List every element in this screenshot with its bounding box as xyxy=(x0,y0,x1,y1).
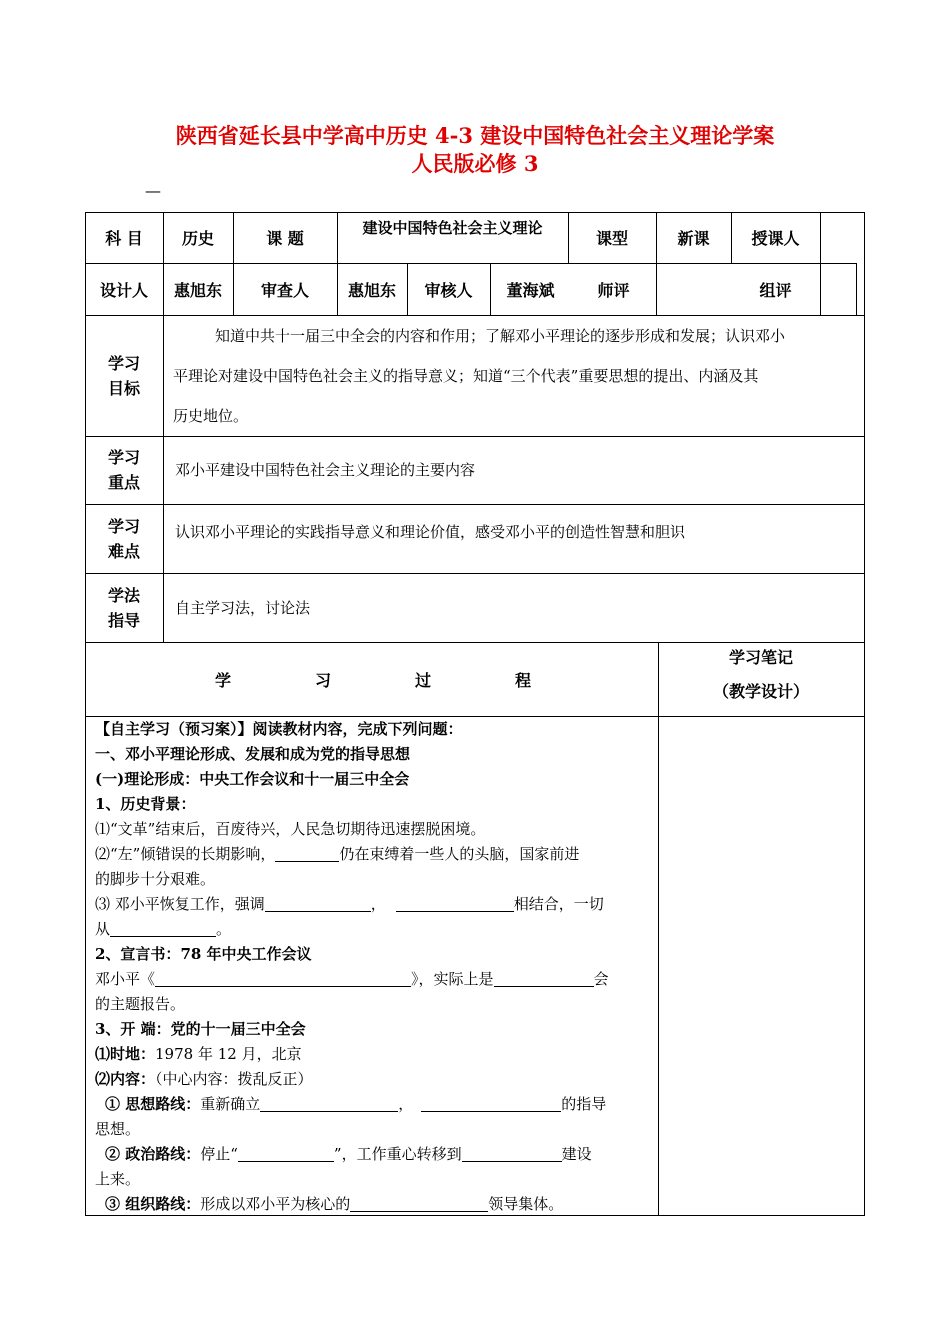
background-item-1: ⑴“文革”结束后，百废待兴，人民急切期待迅速摆脱困境。 xyxy=(95,820,486,838)
process-content xyxy=(95,717,651,1217)
difficulty-text: 认识邓小平理论的实践指导意义和理论价值，感受邓小平的创造性智慧和胆识 xyxy=(175,523,686,541)
col-divider xyxy=(163,315,164,642)
self-study-intro: 【自主学习（预习案）】阅读教材内容，完成下列问题： xyxy=(95,720,463,738)
section-1-heading: 一、邓小平理论形成、发展和成为党的指导思想 xyxy=(95,745,411,763)
document-title-line2: 人民版必修 3 xyxy=(411,151,539,176)
difficulty-label-line2: 难点 xyxy=(107,541,140,561)
row-divider xyxy=(85,504,865,505)
row-divider xyxy=(85,436,865,437)
focus-label xyxy=(85,436,163,504)
difficulty-label-line1: 学习 xyxy=(107,516,140,536)
teacher-label: 授课人 xyxy=(751,229,800,248)
organizational-line: ③ 组织路线：形成以邓小平为核心的 领导集体。 xyxy=(105,1195,564,1213)
notes-header xyxy=(658,644,864,706)
notes-header-line1: 学习笔记 xyxy=(728,648,793,667)
document-title-line1: 陕西省延长县中学高中历史 4-3 建设中国特色社会主义理论学案 xyxy=(175,123,775,148)
col-divider xyxy=(856,263,857,315)
designer-label: 设计人 xyxy=(99,280,148,300)
political-line: ② 政治路线：停止“ ”，工作重心转移到 建设 xyxy=(105,1145,592,1163)
designer-value: 惠旭东 xyxy=(173,280,222,300)
col-divider xyxy=(658,642,659,1216)
focus-text: 邓小平建设中国特色社会主义理论的主要内容 xyxy=(175,461,476,479)
process-header-char3: 过 xyxy=(414,670,431,690)
process-header-char1: 学 xyxy=(214,670,231,690)
lesson-plan-table xyxy=(85,212,865,1216)
subject-label: 科 目 xyxy=(105,229,143,248)
goals-text-line3: 历史地位。 xyxy=(173,407,249,425)
method-label-line2: 指导 xyxy=(107,610,140,630)
difficulty-label xyxy=(85,504,163,573)
focus-label-line2: 重点 xyxy=(107,473,140,492)
ideological-line-cont: 思想。 xyxy=(95,1120,141,1138)
checker-value: 董海斌 xyxy=(506,280,555,300)
title-dash: — xyxy=(145,181,161,200)
goals-text-line1: 知道中共十一届三中全会的内容和作用；了解邓小平理论的逐步形成和发展；认识邓小 xyxy=(215,327,786,345)
blank-input[interactable] xyxy=(275,845,339,862)
col-divider xyxy=(820,263,821,315)
process-header-char2: 习 xyxy=(314,670,331,690)
method-label xyxy=(85,573,163,642)
third-plenum-heading: 3、开 端：党的十一届三中全会 xyxy=(95,1020,306,1038)
blank-input[interactable] xyxy=(110,920,216,937)
blank-input[interactable] xyxy=(396,895,514,912)
goals-label xyxy=(85,315,163,436)
goals-label-line2: 目标 xyxy=(107,378,140,398)
topic-label: 课 题 xyxy=(266,229,304,248)
checker-label: 审核人 xyxy=(424,280,473,300)
background-item-2: ⑵“左”倾错误的长期影响， 仍在束缚着一些人的头脑，国家前进 xyxy=(95,845,580,863)
manifesto-line-cont: 的主题报告。 xyxy=(95,995,186,1013)
col-divider xyxy=(820,212,821,263)
teacher-comment-label: 师评 xyxy=(597,280,630,300)
table-border-right xyxy=(864,212,865,1216)
manifesto-heading: 2、宣言书：78 年中央工作会议 xyxy=(95,945,312,963)
goals-text-line2: 平理论对建设中国特色社会主义的指导意义；知道“三个代表”重要思想的提出、内涵及其 xyxy=(173,367,759,385)
content-line: ⑵内容：（中心内容：拨乱反正） xyxy=(95,1070,313,1088)
blank-input[interactable] xyxy=(238,1145,334,1162)
blank-input[interactable] xyxy=(260,1095,398,1112)
blank-input[interactable] xyxy=(155,970,411,987)
subject-value: 历史 xyxy=(181,229,214,248)
manifesto-line: 邓小平《 》，实际上是 会 xyxy=(95,970,609,988)
lesson-type-label: 课型 xyxy=(595,229,628,248)
background-item-2-cont: 的脚步十分艰难。 xyxy=(95,870,216,888)
ideological-line: ① 思想路线：重新确立 ， 的指导 xyxy=(105,1095,607,1113)
lesson-type-value: 新课 xyxy=(677,229,710,248)
process-header-char4: 程 xyxy=(514,670,531,690)
blank-input[interactable] xyxy=(494,970,594,987)
blank-input[interactable] xyxy=(265,895,371,912)
goals-label-line1: 学习 xyxy=(107,353,140,373)
background-heading: 1、历史背景： xyxy=(95,795,196,813)
notes-header-line2: （教学设计） xyxy=(712,682,809,701)
blank-input[interactable] xyxy=(350,1195,488,1212)
blank-input[interactable] xyxy=(462,1145,562,1162)
goals-text xyxy=(173,316,863,436)
background-item-3-cont: 从 。 xyxy=(95,920,232,938)
method-label-line1: 学法 xyxy=(107,585,140,605)
group-comment-label: 组评 xyxy=(759,280,792,300)
reviewer-value: 惠旭东 xyxy=(347,280,396,300)
background-item-3: ⑶ 邓小平恢复工作，强调 ， 相结合，一切 xyxy=(95,895,604,913)
political-line-cont: 上来。 xyxy=(95,1170,141,1188)
focus-label-line1: 学习 xyxy=(107,448,140,467)
blank-input[interactable] xyxy=(421,1095,561,1112)
subsection-1-heading: (一)理论形成：中央工作会议和十一届三中全会 xyxy=(95,770,410,788)
topic-value: 建设中国特色社会主义理论 xyxy=(362,218,543,237)
method-text: 自主学习法，讨论法 xyxy=(175,599,311,617)
time-place-line: ⑴时地：1978 年 12 月，北京 xyxy=(95,1045,302,1063)
row-divider xyxy=(85,573,865,574)
reviewer-label: 审查人 xyxy=(260,280,309,300)
